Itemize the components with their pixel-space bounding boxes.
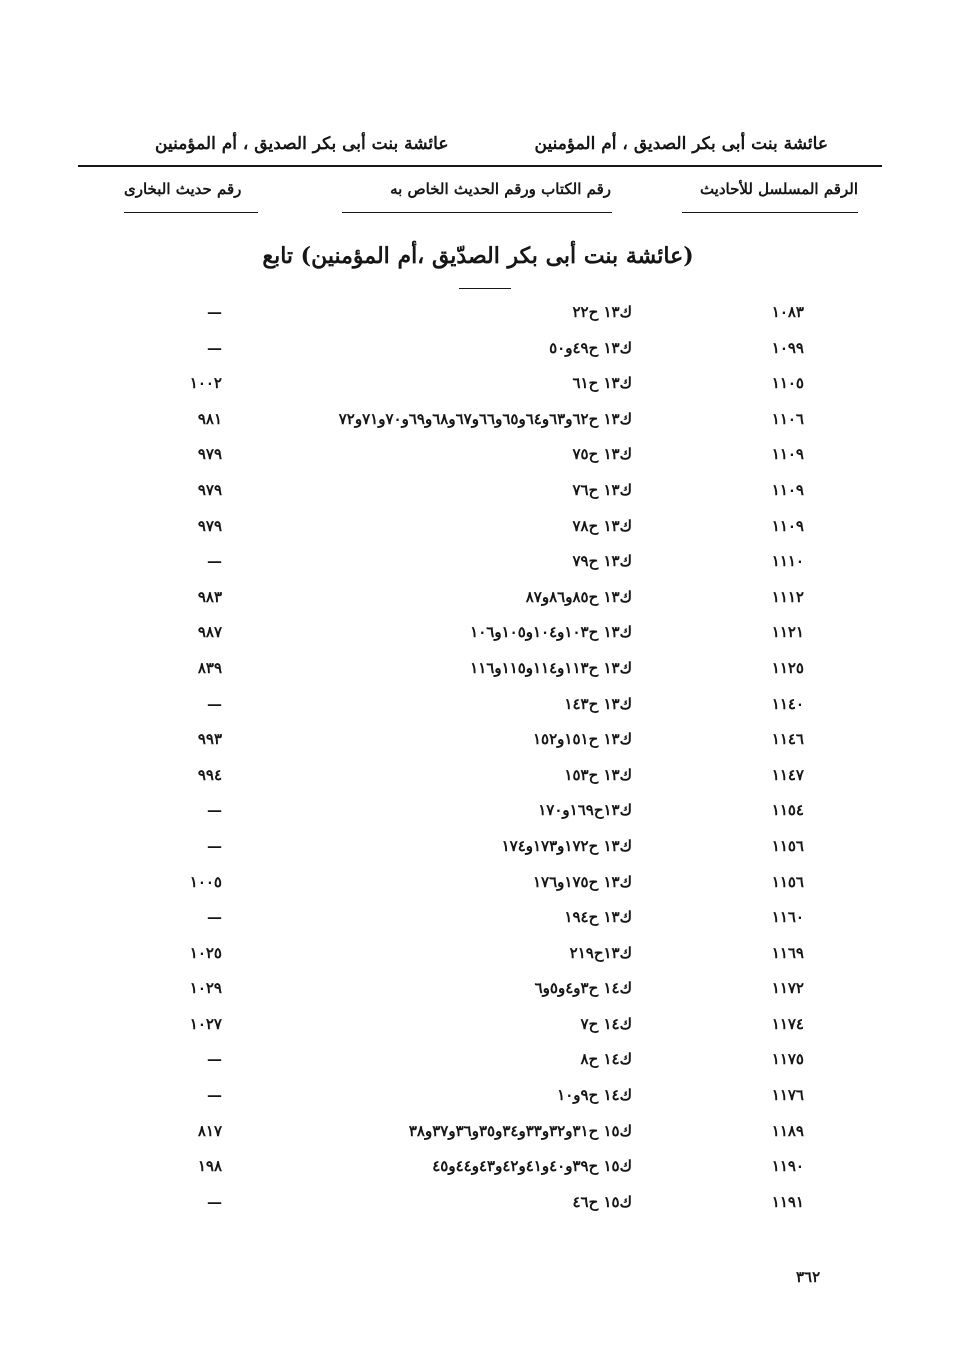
bukhari-number-cell: — — [207, 908, 222, 927]
bukhari-number-cell: — — [207, 1086, 222, 1105]
table-row — [0, 727, 956, 763]
book-hadith-cell: ك١٣ ح٦١ — [572, 374, 632, 393]
bukhari-number-cell: ٩٩٣ — [197, 730, 222, 749]
table-row — [0, 1154, 956, 1190]
serial-number-cell: ١١٥٦ — [771, 872, 804, 891]
book-hadith-cell: ك١٣ح٢١٩ — [569, 943, 632, 962]
table-row — [0, 941, 956, 977]
book-hadith-cell: ك١٥ ح٤٦ — [572, 1192, 632, 1211]
serial-number-cell: ١١٧٤ — [771, 1014, 804, 1033]
section-title-rule — [459, 288, 511, 289]
book-hadith-cell: ك١٣ ح٦٢و٦٣و٦٤و٦٥و٦٦و٦٧و٦٨و٦٩و٧٠و٧١و٧٢ — [338, 409, 632, 428]
book-hadith-cell: ك١٣ ح١٥٣ — [564, 765, 632, 784]
table-row — [0, 798, 956, 834]
running-head-right: عائشة بنت أبى بكر الصديق ، أم المؤمنين — [534, 134, 828, 154]
bukhari-number-cell: ١٠٠٥ — [189, 872, 222, 891]
table-row — [0, 407, 956, 443]
serial-number-cell: ١١٦٠ — [771, 908, 804, 927]
serial-number-cell: ١١٠٥ — [771, 374, 804, 393]
book-hadith-cell: ك١٣ ح١٥١و١٥٢ — [533, 730, 632, 749]
serial-number-cell: ١١٩٠ — [771, 1157, 804, 1176]
column-header-book-hadith: رقم الكتاب ورقم الحديث الخاص به — [390, 180, 611, 198]
book-hadith-cell: ك١٤ ح٨ — [580, 1050, 632, 1069]
table-row — [0, 870, 956, 906]
bukhari-number-cell: ١٠٢٧ — [189, 1014, 222, 1033]
column-header-serial: الرقم المسلسل للأحاديث — [699, 180, 858, 198]
table-row — [0, 1190, 956, 1226]
table-row — [0, 834, 956, 870]
serial-number-cell: ١١٤٠ — [771, 694, 804, 713]
table-row — [0, 905, 956, 941]
book-hadith-cell: ك١٣ ح٧٨ — [572, 516, 632, 535]
serial-number-cell: ١١٠٩ — [771, 480, 804, 499]
book-hadith-cell: ك١٣ ح١٧٥و١٧٦ — [533, 872, 632, 891]
column-header-underline — [342, 212, 612, 213]
bukhari-number-cell: ٨١٧ — [197, 1121, 222, 1140]
table-row — [0, 1047, 956, 1083]
bukhari-number-cell: ٩٧٩ — [197, 480, 222, 499]
book-hadith-cell: ك١٣ ح١٩٤ — [564, 908, 632, 927]
bukhari-number-cell: — — [207, 801, 222, 820]
column-header-underline — [682, 212, 858, 213]
book-hadith-cell: ك١٣ ح٧٥ — [572, 445, 632, 464]
table-row — [0, 371, 956, 407]
book-hadith-cell: ك١٣ ح٨٥و٨٦و٨٧ — [525, 587, 632, 606]
serial-number-cell: ١١٤٧ — [771, 765, 804, 784]
serial-number-cell: ١١٤٦ — [771, 730, 804, 749]
bukhari-number-cell: — — [207, 303, 222, 321]
table-row — [0, 585, 956, 621]
serial-number-cell: ١١٧٥ — [771, 1050, 804, 1069]
bukhari-number-cell: — — [207, 1050, 222, 1069]
bukhari-number-cell: — — [207, 552, 222, 571]
table-row — [0, 692, 956, 728]
column-header-underline — [124, 212, 258, 213]
serial-number-cell: ١١٧٦ — [771, 1086, 804, 1105]
table-row — [0, 336, 956, 372]
bukhari-number-cell: — — [207, 836, 222, 855]
serial-number-cell: ١١٥٤ — [771, 801, 804, 820]
serial-number-cell: ١١١٠ — [771, 552, 804, 571]
bukhari-number-cell: ١٠٠٢ — [189, 374, 222, 393]
table-row — [0, 300, 956, 336]
bukhari-number-cell: ٨٣٩ — [197, 658, 222, 677]
header-rule — [78, 165, 882, 167]
serial-number-cell: ١١١٢ — [771, 587, 804, 606]
bukhari-number-cell: ١٠٢٩ — [189, 979, 222, 998]
section-title: (عائشة بنت أبى بكر الصدّيق ،أم المؤمنين) تابع — [262, 243, 694, 269]
table-row — [0, 1119, 956, 1155]
book-hadith-cell: ك١٣ ح١٧٢و١٧٣و١٧٤ — [501, 836, 632, 855]
book-hadith-cell: ك١٤ ح٧ — [580, 1014, 632, 1033]
serial-number-cell: ١١٠٦ — [771, 409, 804, 428]
book-hadith-cell: ك١٥ ح٣١و٣٢و٣٣و٣٤و٣٥و٣٦و٣٧و٣٨ — [408, 1121, 632, 1140]
serial-number-cell: ١١٩١ — [771, 1192, 804, 1211]
serial-number-cell: ١١٧٢ — [771, 979, 804, 998]
serial-number-cell: ١١٢١ — [771, 623, 804, 642]
serial-number-cell: ١١٦٩ — [771, 943, 804, 962]
book-hadith-cell: ك١٣ ح١١٣و١١٤و١١٥و١١٦ — [470, 658, 632, 677]
serial-number-cell: ١١٨٩ — [771, 1121, 804, 1140]
bukhari-number-cell: ٩٧٩ — [197, 516, 222, 535]
table-row — [0, 514, 956, 550]
serial-number-cell: ١١٠٩ — [771, 445, 804, 464]
bukhari-number-cell: ٩٩٤ — [197, 765, 222, 784]
book-hadith-cell: ك١٥ ح٣٩و٤٠و٤١و٤٢و٤٣و٤٤و٤٥ — [432, 1157, 632, 1176]
book-hadith-cell: ك١٣ح١٦٩و١٧٠ — [538, 801, 632, 820]
column-header-bukhari: رقم حديث البخارى — [124, 180, 242, 198]
bukhari-number-cell: ٩٨٣ — [197, 587, 222, 606]
bukhari-number-cell: ٩٧٩ — [197, 445, 222, 464]
table-row — [0, 1012, 956, 1048]
bukhari-number-cell: — — [207, 1192, 222, 1211]
table-row — [0, 656, 956, 692]
serial-number-cell: ١٠٨٣ — [771, 303, 804, 321]
running-head-left: عائشة بنت أبى بكر الصديق ، أم المؤمنين — [155, 134, 449, 154]
serial-number-cell: ١٠٩٩ — [771, 338, 804, 357]
table-row — [0, 1083, 956, 1119]
bukhari-number-cell: ١٠٢٥ — [189, 943, 222, 962]
bukhari-number-cell: ٩٨٧ — [197, 623, 222, 642]
book-hadith-cell: ك١٣ ح١٠٣و١٠٤و١٠٥و١٠٦ — [470, 623, 632, 642]
book-hadith-cell: ك١٣ ح٧٦ — [572, 480, 632, 499]
book-hadith-cell: ك١٣ ح٢٢ — [572, 303, 632, 321]
serial-number-cell: ١١٢٥ — [771, 658, 804, 677]
table-row — [0, 620, 956, 656]
table-row — [0, 549, 956, 585]
book-hadith-cell: ك١٣ ح٧٩ — [572, 552, 632, 571]
book-hadith-cell: ك١٣ ح٤٩و٥٠ — [549, 338, 632, 357]
bukhari-number-cell: — — [207, 694, 222, 713]
bukhari-number-cell: ١٩٨ — [197, 1157, 222, 1176]
serial-number-cell: ١١٥٦ — [771, 836, 804, 855]
page-number: ٣٦٢ — [796, 1268, 821, 1286]
table-row — [0, 478, 956, 514]
table-row — [0, 442, 956, 478]
book-hadith-cell: ك١٤ ح٣و٤و٥و٦ — [534, 979, 632, 998]
book-hadith-cell: ك١٤ ح٩و١٠ — [557, 1086, 632, 1105]
serial-number-cell: ١١٠٩ — [771, 516, 804, 535]
book-hadith-cell: ك١٣ ح١٤٣ — [564, 694, 632, 713]
bukhari-number-cell: ٩٨١ — [197, 409, 222, 428]
bukhari-number-cell: — — [207, 338, 222, 357]
table-row — [0, 763, 956, 799]
table-row — [0, 976, 956, 1012]
hadith-table — [0, 300, 956, 1225]
